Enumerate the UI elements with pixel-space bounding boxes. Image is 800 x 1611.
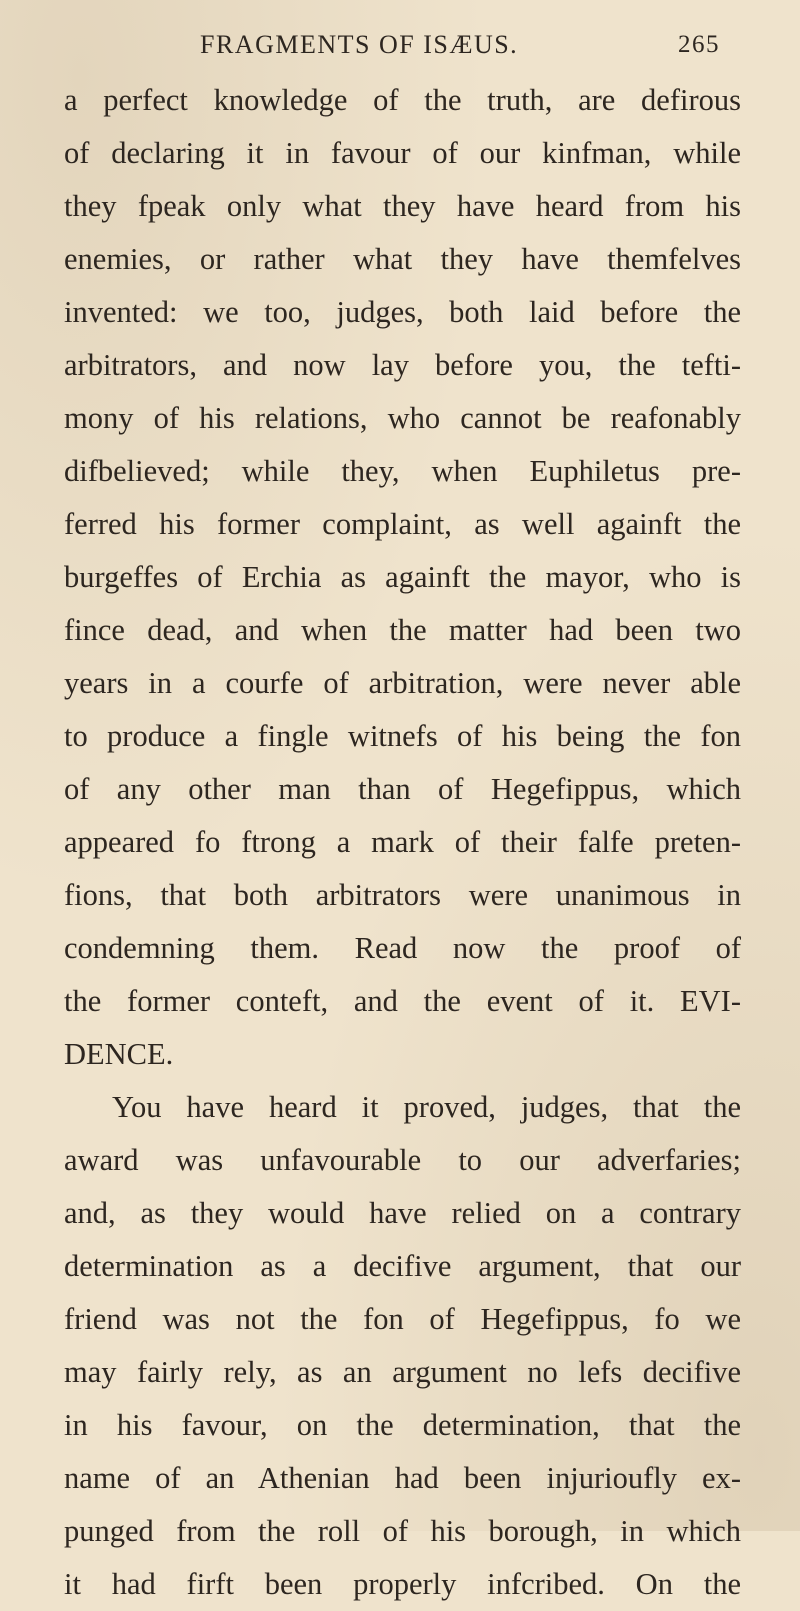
text-line: punged from the roll of his borough, in which xyxy=(64,1514,741,1548)
text-line: it had firft been properly infcribed. On the xyxy=(64,1567,741,1601)
text-line: determination as a decifive argument, that our xyxy=(64,1249,741,1283)
text-line: arbitrators, and now lay before you, the tefti- xyxy=(64,348,741,382)
text-line: they fpeak only what they have heard from his xyxy=(64,189,741,223)
text-line: invented: we too, judges, both laid before the xyxy=(64,295,741,329)
text-line: mony of his relations, who cannot be reafonably xyxy=(64,401,741,435)
text-line: of declaring it in favour of our kinfman, while xyxy=(64,136,741,170)
text-line: in his favour, on the determination, that the xyxy=(64,1408,741,1442)
text-line: and, as they would have relied on a contrary xyxy=(64,1196,741,1230)
text-line: enemies, or rather what they have themfelves xyxy=(64,242,741,276)
text-line: friend was not the fon of Hegefippus, fo we xyxy=(64,1302,741,1336)
text-line: years in a courfe of arbitration, were never able xyxy=(64,666,741,700)
paragraph-first-line: You have heard it proved, judges, that the xyxy=(112,1090,741,1124)
text-line: fince dead, and when the matter had been two xyxy=(64,613,741,647)
text-line: burgeffes of Erchia as againft the mayor, who is xyxy=(64,560,741,594)
text-line: may fairly rely, as an argument no lefs decifive xyxy=(64,1355,741,1389)
text-line: DENCE. xyxy=(64,1037,174,1071)
text-line: award was unfavourable to our adverfaries; xyxy=(64,1143,741,1177)
text-line: name of an Athenian had been injurioufly ex- xyxy=(64,1461,741,1495)
text-line: fions, that both arbitrators were unanimous in xyxy=(64,878,741,912)
text-line: difbelieved; while they, when Euphiletus pre- xyxy=(64,454,741,488)
running-head xyxy=(200,30,720,60)
text-line: appeared fo ftrong a mark of their falfe preten- xyxy=(64,825,741,859)
text-line: to produce a fingle witnefs of his being the fon xyxy=(64,719,741,753)
body-text xyxy=(64,74,741,1611)
running-title: FRAGMENTS OF ISÆUS. xyxy=(200,30,519,59)
text-line: the former conteft, and the event of it. EVI- xyxy=(64,984,741,1018)
text-line: of any other man than of Hegefippus, which xyxy=(64,772,741,806)
text-line: ferred his former complaint, as well againft the xyxy=(64,507,741,541)
text-line: a perfect knowledge of the truth, are defirous xyxy=(64,83,741,117)
text-line: condemning them. Read now the proof of xyxy=(64,931,741,965)
page-number: 265 xyxy=(678,31,720,58)
